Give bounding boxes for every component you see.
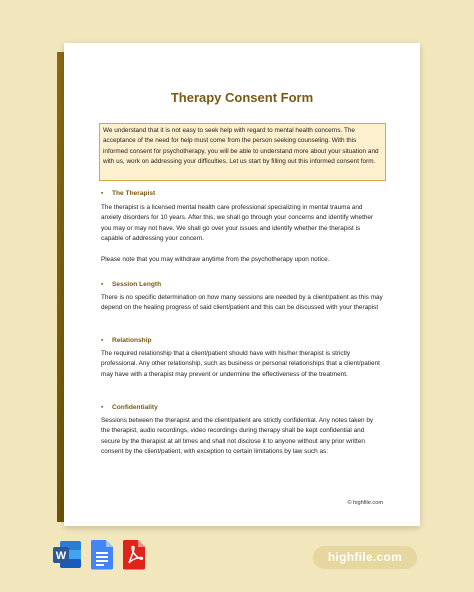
bullet-icon: ▪ — [101, 281, 104, 288]
document-title: Therapy Consent Form — [170, 90, 314, 105]
section-heading-label: Confidentiality — [112, 404, 158, 411]
section-confidentiality-paragraph: Sessions between the therapist and the client/patient are strictly confidential. Any notes taken by the therapist, audio recordings, video recordings during therapy shall be kept confidential and secure by the therapist at all times and shall not disclose it to anyone without any prior written consent by the client/patient, with exception to certain limitations by law such as: — [101, 417, 374, 455]
bullet-icon: ▪ — [101, 404, 104, 411]
section-therapist-paragraph: The therapist is a licensed mental health care professional specializing in mental trauma and anxiety disorders for 10 years. After this, we shall go through your concerns and identify whether you may or may not have. We shall go over your issues and identify whether the therapist is capable of addressing your concern. — [101, 204, 374, 242]
section-heading-label: The Therapist — [112, 190, 156, 197]
bullet-icon: ▪ — [101, 190, 104, 197]
document-page — [64, 43, 420, 526]
word-icon[interactable] — [52, 539, 82, 570]
section-session-length-paragraph: There is no specific determination on how many sessions are needed by a client/patient as this may depend on the healing progress of said client/patient and this can be discussed with your therapist — [101, 294, 383, 312]
bullet-icon: ▪ — [101, 337, 104, 344]
word-icon-letter: W — [55, 550, 67, 562]
pdf-icon[interactable] — [122, 539, 146, 570]
section-heading-session-length — [101, 281, 161, 288]
copyright-notice: © highfile.com — [347, 500, 383, 506]
section-heading-label: Session Length — [112, 281, 162, 288]
intro-box: We understand that it is not easy to seek help with regard to mental health concerns. The acceptance of the need for help must come from the person seeking counseling. With this informed consent for psychotherapy, you will be able to understand more about your situation and with us, work on addressing your difficulties. Let us start by filling out this informed consent form. — [99, 123, 386, 181]
brand-badge[interactable]: highfile.com — [313, 546, 417, 569]
section-therapist-note: Please note that you may withdraw anytime from the psychotherapy upon notice. — [101, 256, 330, 263]
google-docs-icon[interactable] — [90, 539, 114, 570]
section-heading-relationship — [101, 337, 152, 344]
section-relationship-paragraph: The required relationship that a client/patient should have with his/her therapist is strictly professional. Any other relationship, such as business or personal relationships that a client/patient may have with a therapist may prevent or undermine the effectiveness of the treatment. — [101, 350, 380, 378]
section-heading-label: Relationship — [112, 337, 152, 344]
section-heading-therapist — [101, 190, 155, 197]
section-heading-confidentiality — [101, 404, 158, 411]
